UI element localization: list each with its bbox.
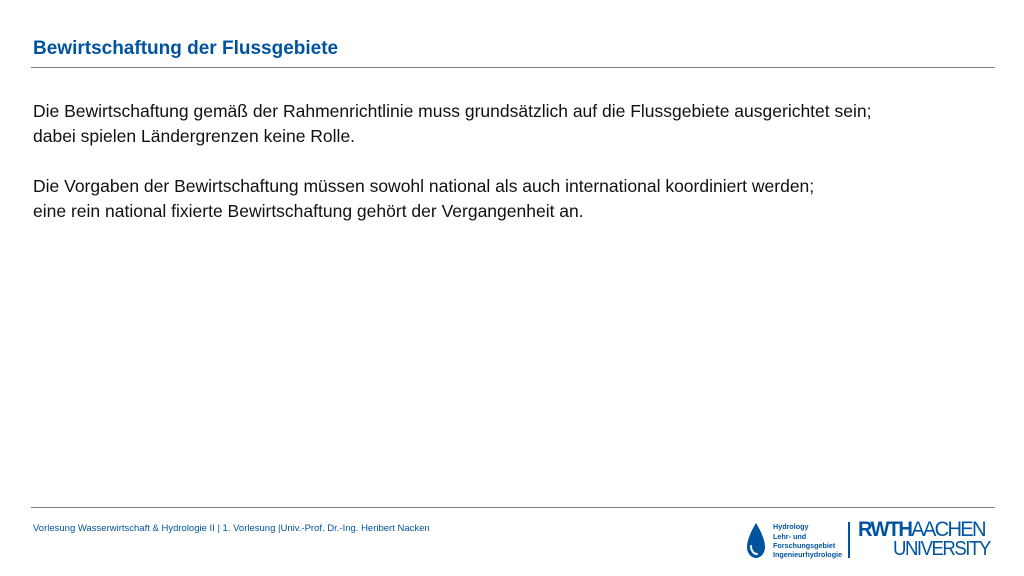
hydrology-logo-line-4: Ingenieurhydrologie — [773, 550, 843, 560]
footer-text: Vorlesung Wasserwirtschaft & Hydrologie II | 1. Vorlesung |Univ.-Prof. Dr.-Ing. Heribert Nacken — [33, 523, 430, 534]
paragraph-2 — [33, 174, 983, 224]
title-divider — [31, 67, 995, 68]
hydrology-logo-line-2: Lehr- und — [773, 531, 807, 541]
paragraph-1-line-1: Die Bewirtschaftung gemäß der Rahmenrichtlinie muss grundsätzlich auf die Flussgebiete ausgerichtet sein; — [33, 101, 872, 121]
paragraph-2-line-2: eine rein national fixierte Bewirtschaftung gehört der Vergangenheit an. — [33, 201, 584, 221]
paragraph-1 — [33, 99, 983, 149]
paragraph-1-line-2: dabei spielen Ländergrenzen keine Rolle. — [33, 126, 356, 146]
hydrology-logo-line-3: Forschungsgebiet — [773, 541, 836, 550]
slide-title: Bewirtschaftung der Flussgebiete — [33, 38, 339, 59]
hydrology-logo — [745, 521, 842, 561]
rwth-logo-rwth: RWTH — [858, 518, 912, 541]
rwth-logo-line-1 — [858, 520, 990, 540]
footer-divider — [31, 507, 995, 508]
logo-divider — [848, 522, 850, 558]
rwth-logo-aachen: AACHEN — [911, 518, 985, 541]
rwth-logo-university: UNIVERSITY — [893, 538, 990, 560]
paragraph-2-line-1: Die Vorgaben der Bewirtschaftung müssen sowohl national als auch international koordiniert werden; — [33, 176, 815, 196]
slide-body — [33, 99, 983, 249]
water-drop-icon — [745, 522, 767, 560]
rwth-logo — [858, 520, 996, 559]
hydrology-logo-text — [773, 522, 842, 560]
hydrology-logo-line-1: Hydrology — [773, 522, 809, 532]
